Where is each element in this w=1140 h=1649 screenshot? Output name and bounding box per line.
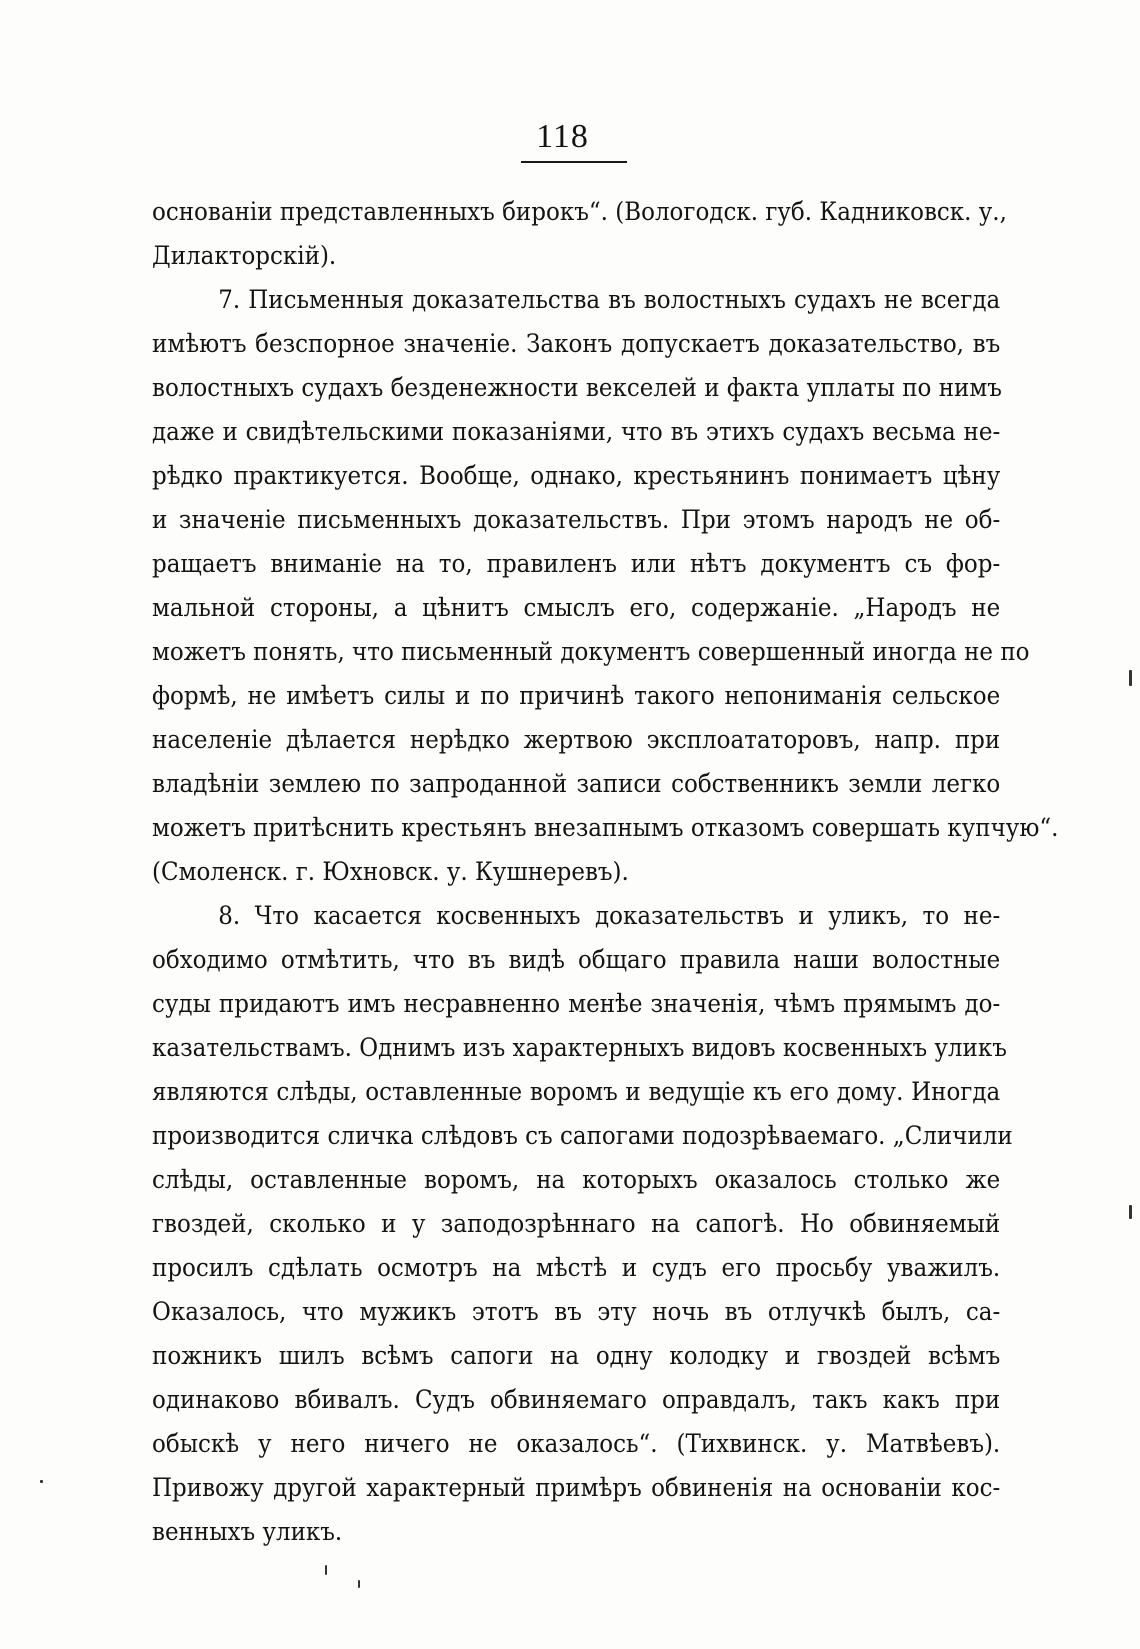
text-line: (Смоленск. г. Юхновск. у. Кушнеревъ). (152, 857, 629, 886)
text-line: обыскѣ у него ничего не оказалось“. (Тихвинск. у. Матвѣевъ). (152, 1429, 1001, 1458)
text-line: ращаетъ вниманіе на то, правиленъ или нѣтъ документъ съ фор- (152, 549, 1001, 578)
page-number-underline (521, 161, 627, 163)
text-line: Оказалось, что мужикъ этотъ въ эту ночь въ отлучкѣ былъ, са- (152, 1297, 1001, 1326)
text-line: можетъ понять, что письменный документъ совершенный иногда не по (152, 637, 1030, 666)
text-line: слѣды, оставленные воромъ, на которыхъ оказалось столько же (152, 1165, 1001, 1194)
text-line: гвоздей, сколько и у заподозрѣннаго на сапогѣ. Но обвиняемый (152, 1209, 1001, 1238)
text-line: пожникъ шилъ всѣмъ сапоги на одну колодку и гвоздей всѣмъ (152, 1341, 1001, 1370)
text-line: одинаково вбивалъ. Судъ обвиняемаго оправдалъ, такъ какъ при (152, 1385, 1001, 1414)
text-line: просилъ сдѣлать осмотръ на мѣстѣ и судъ его просьбу уважилъ. (152, 1253, 1001, 1282)
scan-speck (1129, 670, 1132, 686)
scan-speck (40, 1480, 43, 1483)
body-text (152, 190, 1059, 1554)
scan-speck (1129, 1205, 1132, 1219)
text-line: основаніи представленныхъ бирокъ“. (Вологодск. губ. Кадниковск. у., (152, 197, 1007, 226)
text-line: производится сличка слѣдовъ съ сапогами подозрѣваемаго. „Сличили (152, 1121, 1013, 1150)
text-line: населеніе дѣлается нерѣдко жертвою эксплоататоровъ, напр. при (152, 725, 1001, 754)
text-line: можетъ притѣснить крестьянъ внезапнымъ отказомъ совершать купчую“. (152, 813, 1059, 842)
text-line: рѣдко практикуется. Вообще, однако, крестьянинъ понимаетъ цѣну (152, 461, 1001, 490)
text-line: являются слѣды, оставленные воромъ и ведущіе къ его дому. Иногда (152, 1077, 1001, 1106)
text-line: формѣ, не имѣетъ силы и по причинѣ такого непониманія сельское (152, 681, 1001, 710)
page-number: 118 (536, 118, 589, 155)
scan-speck (358, 1580, 360, 1588)
text-line: суды придаютъ имъ несравненно менѣе значенія, чѣмъ прямымъ до- (152, 989, 1001, 1018)
text-line: даже и свидѣтельскими показаніями, что въ этихъ судахъ весьма не- (152, 417, 1001, 446)
text-line: имѣютъ безспорное значеніе. Законъ допускаетъ доказательство, въ (152, 329, 1001, 358)
text-line: Дилакторскій). (152, 241, 337, 270)
paragraph-8-start: 8. Что касается косвенныхъ доказательствъ и уликъ, то не- (218, 901, 1001, 930)
text-line: обходимо отмѣтить, что въ видѣ общаго правила наши волостные (152, 945, 1001, 974)
text-line: Привожу другой характерный примѣръ обвиненія на основаніи кос- (152, 1473, 1001, 1502)
paragraph-7-start: 7. Письменныя доказательства въ волостныхъ судахъ не всегда (218, 285, 1001, 314)
text-line: и значеніе письменныхъ доказательствъ. При этомъ народъ не об- (152, 505, 1001, 534)
text-line: казательствамъ. Однимъ изъ характерныхъ видовъ косвенныхъ уликъ (152, 1033, 1007, 1062)
text-line: венныхъ уликъ. (152, 1517, 343, 1546)
scan-speck (325, 1565, 327, 1575)
text-line: мальной стороны, а цѣнитъ смыслъ его, содержаніе. „Народъ не (152, 593, 1001, 622)
text-line: волостныхъ судахъ безденежности векселей и факта уплаты по нимъ (152, 373, 1002, 402)
text-line: владѣніи землею по запроданной записи собственникъ земли легко (152, 769, 1001, 798)
